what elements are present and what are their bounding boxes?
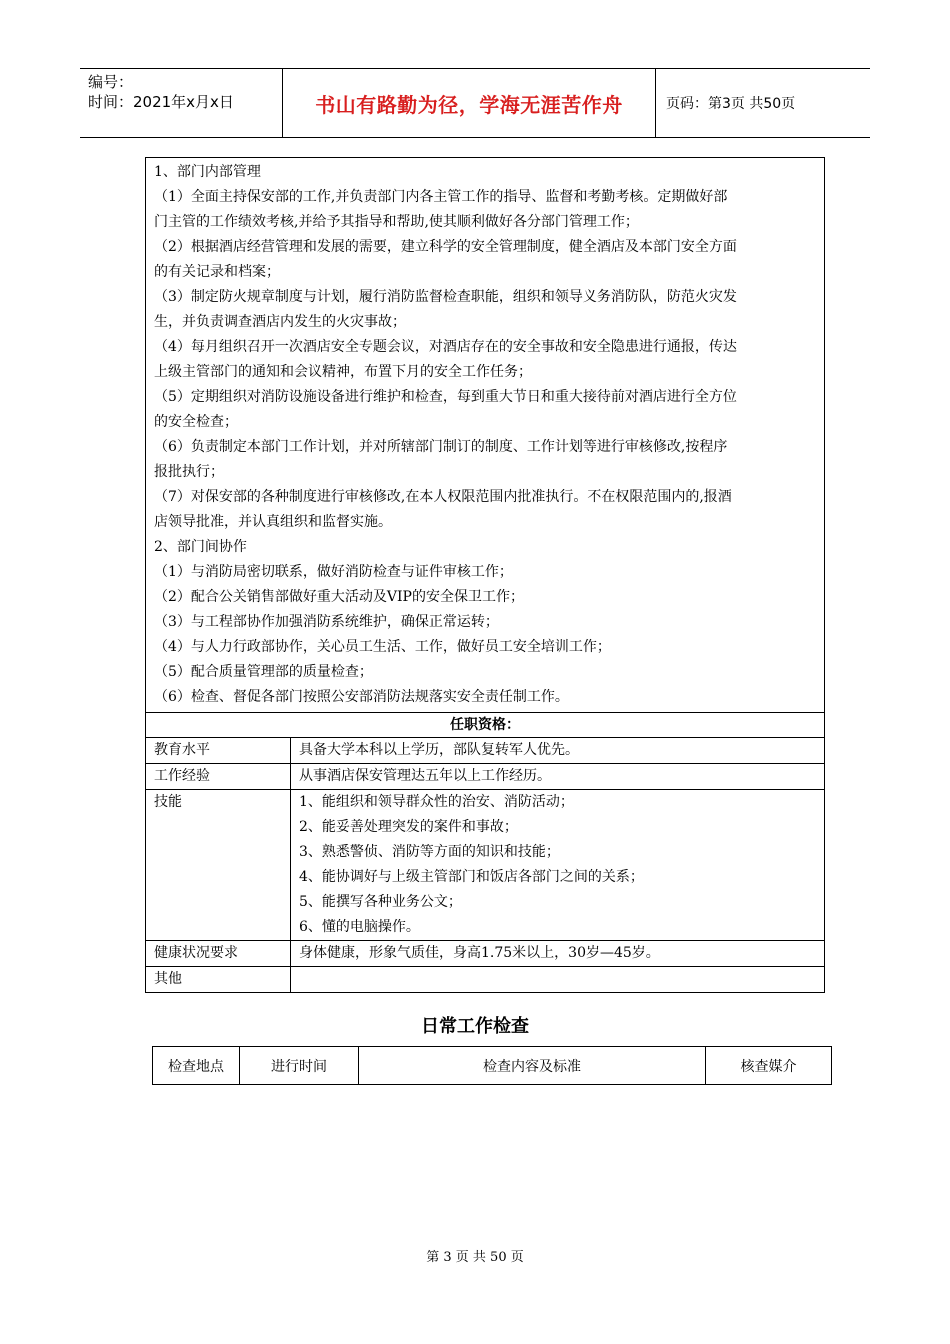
duties-list xyxy=(154,160,816,710)
skill-item: 5、能撰写各种业务公文； xyxy=(299,894,462,910)
skills-label: 技能 xyxy=(146,790,291,941)
header-meta-cell xyxy=(80,69,283,137)
duty-line: （4）每月组织召开一次酒店安全专题会议，对酒店存在的安全事故和安全隐患进行通报，传达 xyxy=(154,339,737,355)
duty-line: （6）负责制定本部门工作计划，并对所辖部门制订的制度、工作计划等进行审核修改,按程序 xyxy=(154,439,728,455)
duty-line: （4）与人力行政部协作，关心员工生活、工作，做好员工安全培训工作； xyxy=(154,639,611,655)
duty-line: （2）根据酒店经营管理和发展的需要，建立科学的安全管理制度，健全酒店及本部门安全方面 xyxy=(154,239,737,255)
page-info: 页码：第3页 共50页 xyxy=(666,96,796,112)
experience-row xyxy=(146,764,825,790)
page-header xyxy=(80,68,870,138)
duty-line: （2）配合公关销售部做好重大活动及VIP的安全保卫工作； xyxy=(154,589,524,605)
skill-item: 3、熟悉警侦、消防等方面的知识和技能； xyxy=(299,844,560,860)
duty-line: 生，并负责调查酒店内发生的火灾事故； xyxy=(154,314,406,330)
duty-line: （1）与消防局密切联系，做好消防检查与证件审核工作； xyxy=(154,564,513,580)
experience-label: 工作经验 xyxy=(146,764,291,790)
skill-item: 4、能协调好与上级主管部门和饭店各部门之间的关系； xyxy=(299,869,644,885)
duty-line: 1、部门内部管理 xyxy=(154,164,261,180)
education-label: 教育水平 xyxy=(146,738,291,764)
health-label: 健康状况要求 xyxy=(146,941,291,967)
skills-value xyxy=(291,790,825,941)
duty-line: （1）全面主持保安部的工作,并负责部门内各主管工作的指导、监督和考勤考核。定期做好部 xyxy=(154,189,728,205)
skill-item: 6、懂的电脑操作。 xyxy=(299,919,420,935)
skill-item: 2、能妥善处理突发的案件和事故； xyxy=(299,819,518,835)
page-footer: 第 3 页 共 50 页 xyxy=(426,1250,524,1265)
health-row xyxy=(146,941,825,967)
daily-check-header-row xyxy=(153,1047,832,1085)
duty-line: （3）与工程部协作加强消防系统维护，确保正常运转； xyxy=(154,614,499,630)
daily-check-title: 日常工作检查 xyxy=(421,1016,529,1037)
header-page-cell xyxy=(656,69,870,137)
job-description-table xyxy=(145,157,825,993)
duty-line: 上级主管部门的通知和会议精神，布置下月的安全工作任务； xyxy=(154,364,532,380)
duty-line: （5）配合质量管理部的质量检查； xyxy=(154,664,373,680)
skill-item: 1、能组织和领导群众性的治安、消防活动； xyxy=(299,794,574,810)
column-header: 检查地点 xyxy=(153,1047,240,1085)
other-value xyxy=(291,967,825,993)
health-value: 身体健康，形象气质佳，身高1.75米以上，30岁—45岁。 xyxy=(291,941,825,967)
qualification-heading-row xyxy=(146,713,825,738)
duty-line: 门主管的工作绩效考核,并给予其指导和帮助,使其顺利做好各分部门管理工作； xyxy=(154,214,639,230)
column-header: 检查内容及标准 xyxy=(359,1047,706,1085)
other-label: 其他 xyxy=(146,967,291,993)
duty-line: 店领导批准，并认真组织和监督实施。 xyxy=(154,514,392,530)
number-label: 编号： xyxy=(88,73,134,91)
qualification-heading: 任职资格： xyxy=(146,713,825,738)
motto-text: 书山有路勤为径，学海无涯苦作舟 xyxy=(315,92,623,117)
duty-line: 2、部门间协作 xyxy=(154,539,247,555)
skills-row xyxy=(146,790,825,941)
duty-line: 的安全检查； xyxy=(154,414,238,430)
education-row xyxy=(146,738,825,764)
skills-list xyxy=(299,790,816,940)
duty-line: （3）制定防火规章制度与计划，履行消防监督检查职能，组织和领导义务消防队，防范火灾发 xyxy=(154,289,737,305)
other-row xyxy=(146,967,825,993)
duties-row xyxy=(146,158,825,713)
daily-check-table xyxy=(152,1046,832,1085)
duty-line: 报批执行； xyxy=(154,464,224,480)
column-header: 核查媒介 xyxy=(706,1047,832,1085)
column-header: 进行时间 xyxy=(240,1047,359,1085)
duty-line: 的有关记录和档案； xyxy=(154,264,280,280)
duty-line: （6）检查、督促各部门按照公安部消防法规落实安全责任制工作。 xyxy=(154,689,569,705)
duty-line: （7）对保安部的各种制度进行审核修改,在本人权限范围内批准执行。不在权限范围内的,报酒 xyxy=(154,489,732,505)
duties-cell xyxy=(146,158,825,713)
experience-value: 从事酒店保安管理达五年以上工作经历。 xyxy=(291,764,825,790)
duty-line: （5）定期组织对消防设施设备进行维护和检查，每到重大节日和重大接待前对酒店进行全方位 xyxy=(154,389,737,405)
education-value: 具备大学本科以上学历，部队复转军人优先。 xyxy=(291,738,825,764)
header-motto-cell xyxy=(283,69,656,137)
date-label: 时间：2021年x月x日 xyxy=(88,93,234,111)
